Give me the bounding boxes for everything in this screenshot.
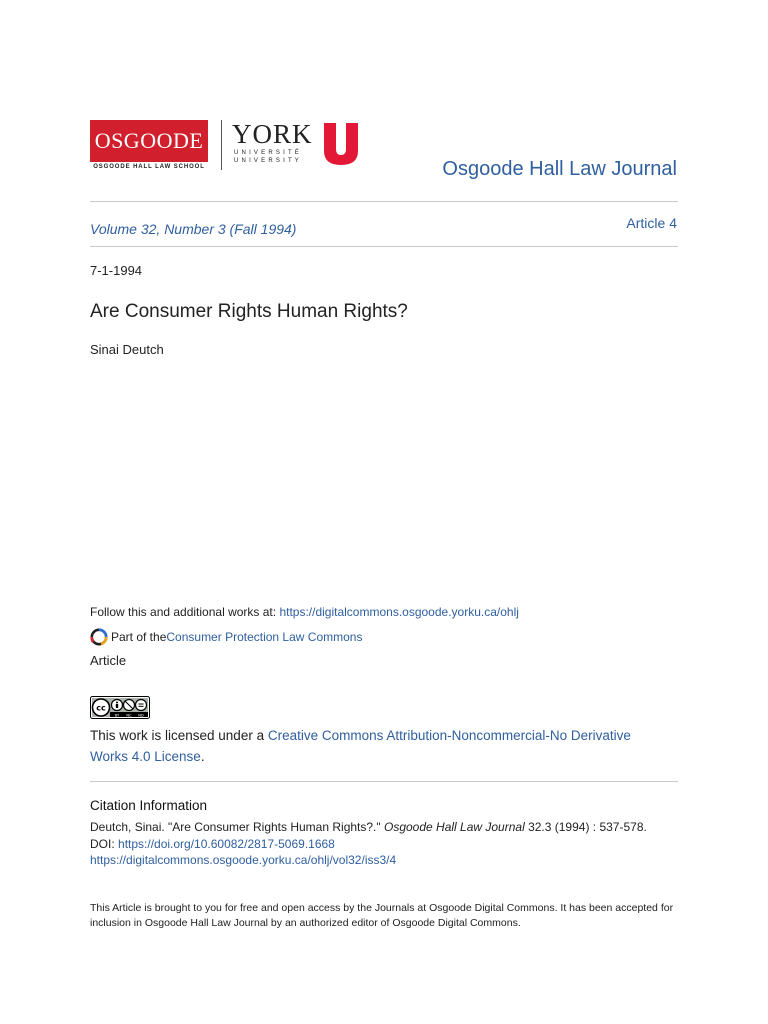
article-number-link[interactable]: Article 4	[626, 215, 677, 231]
osgoode-logo-wordmark: OSGOODE	[90, 120, 208, 162]
citation-details: 32.3 (1994) : 537-578.	[524, 820, 647, 834]
header-rule	[90, 201, 678, 202]
osgoode-logo	[90, 120, 208, 172]
follow-prefix: Follow this and additional works at:	[90, 605, 280, 619]
follow-line	[90, 605, 519, 619]
doi-link[interactable]: https://doi.org/10.60082/2817-5069.1668	[118, 836, 335, 851]
publication-date: 7-1-1994	[90, 263, 143, 278]
license-prefix: This work is licensed under a	[90, 728, 268, 743]
license-link[interactable]: Creative Commons Attribution-Noncommercial-No Derivative Works 4.0 License	[90, 728, 631, 764]
network-icon	[90, 628, 108, 646]
permalink-link[interactable]: https://digitalcommons.osgoode.yorku.ca/ohlj/vol32/iss3/4	[90, 853, 397, 867]
cc-badge-nc: NC	[126, 713, 132, 718]
cc-badge-text: cc	[96, 703, 106, 713]
volume-link[interactable]: Volume 32, Number 3 (Fall 1994)	[90, 221, 297, 237]
commons-link[interactable]: Consumer Protection Law Commons	[166, 630, 363, 644]
citation-journal: Osgoode Hall Law Journal	[383, 820, 525, 834]
york-logo-university: UNIVERSITY	[234, 158, 303, 164]
cc-badge-by: BY	[114, 713, 120, 718]
part-of-line	[90, 628, 362, 646]
cc-license-badge[interactable]	[90, 696, 150, 719]
citation-line	[90, 819, 690, 836]
york-logo-universite: UNIVERSITÉ	[234, 150, 303, 156]
author-name: Sinai Deutch	[90, 342, 164, 357]
citation-body	[90, 819, 690, 869]
osgoode-logo-subtitle: OSGOODE HALL LAW SCHOOL	[93, 164, 205, 170]
part-of-prefix: Part of the	[111, 630, 167, 644]
doi-line	[90, 836, 690, 853]
license-suffix: .	[200, 749, 205, 764]
footer-note: This Article is brought to you for free and open access by the Journals at Osgoode Digital Commons. It has been accepted for inclusion in Osgoode Hall Law Journal by an authorized editor of Osgoode Digital Commons.	[90, 902, 674, 929]
citation-heading: Citation Information	[90, 798, 208, 813]
license-statement	[90, 725, 670, 767]
logo-divider	[221, 120, 222, 170]
cc-badge-nd: ND	[138, 713, 144, 718]
doi-prefix: DOI:	[90, 836, 119, 851]
citation-rule	[90, 781, 678, 782]
york-logo-wordmark: YORK	[232, 119, 313, 149]
permalink-line	[90, 852, 690, 869]
journal-title-link[interactable]: Osgoode Hall Law Journal	[442, 158, 677, 180]
follow-url-link[interactable]: https://digitalcommons.osgoode.yorku.ca/ohlj	[279, 605, 519, 619]
article-type: Article	[90, 653, 127, 668]
article-title: Are Consumer Rights Human Rights?	[90, 301, 408, 322]
citation-authors-title: Deutch, Sinai. "Are Consumer Rights Human Rights?."	[90, 820, 384, 834]
york-u-icon	[320, 121, 362, 167]
york-logo	[232, 121, 364, 169]
issue-rule	[90, 246, 678, 247]
